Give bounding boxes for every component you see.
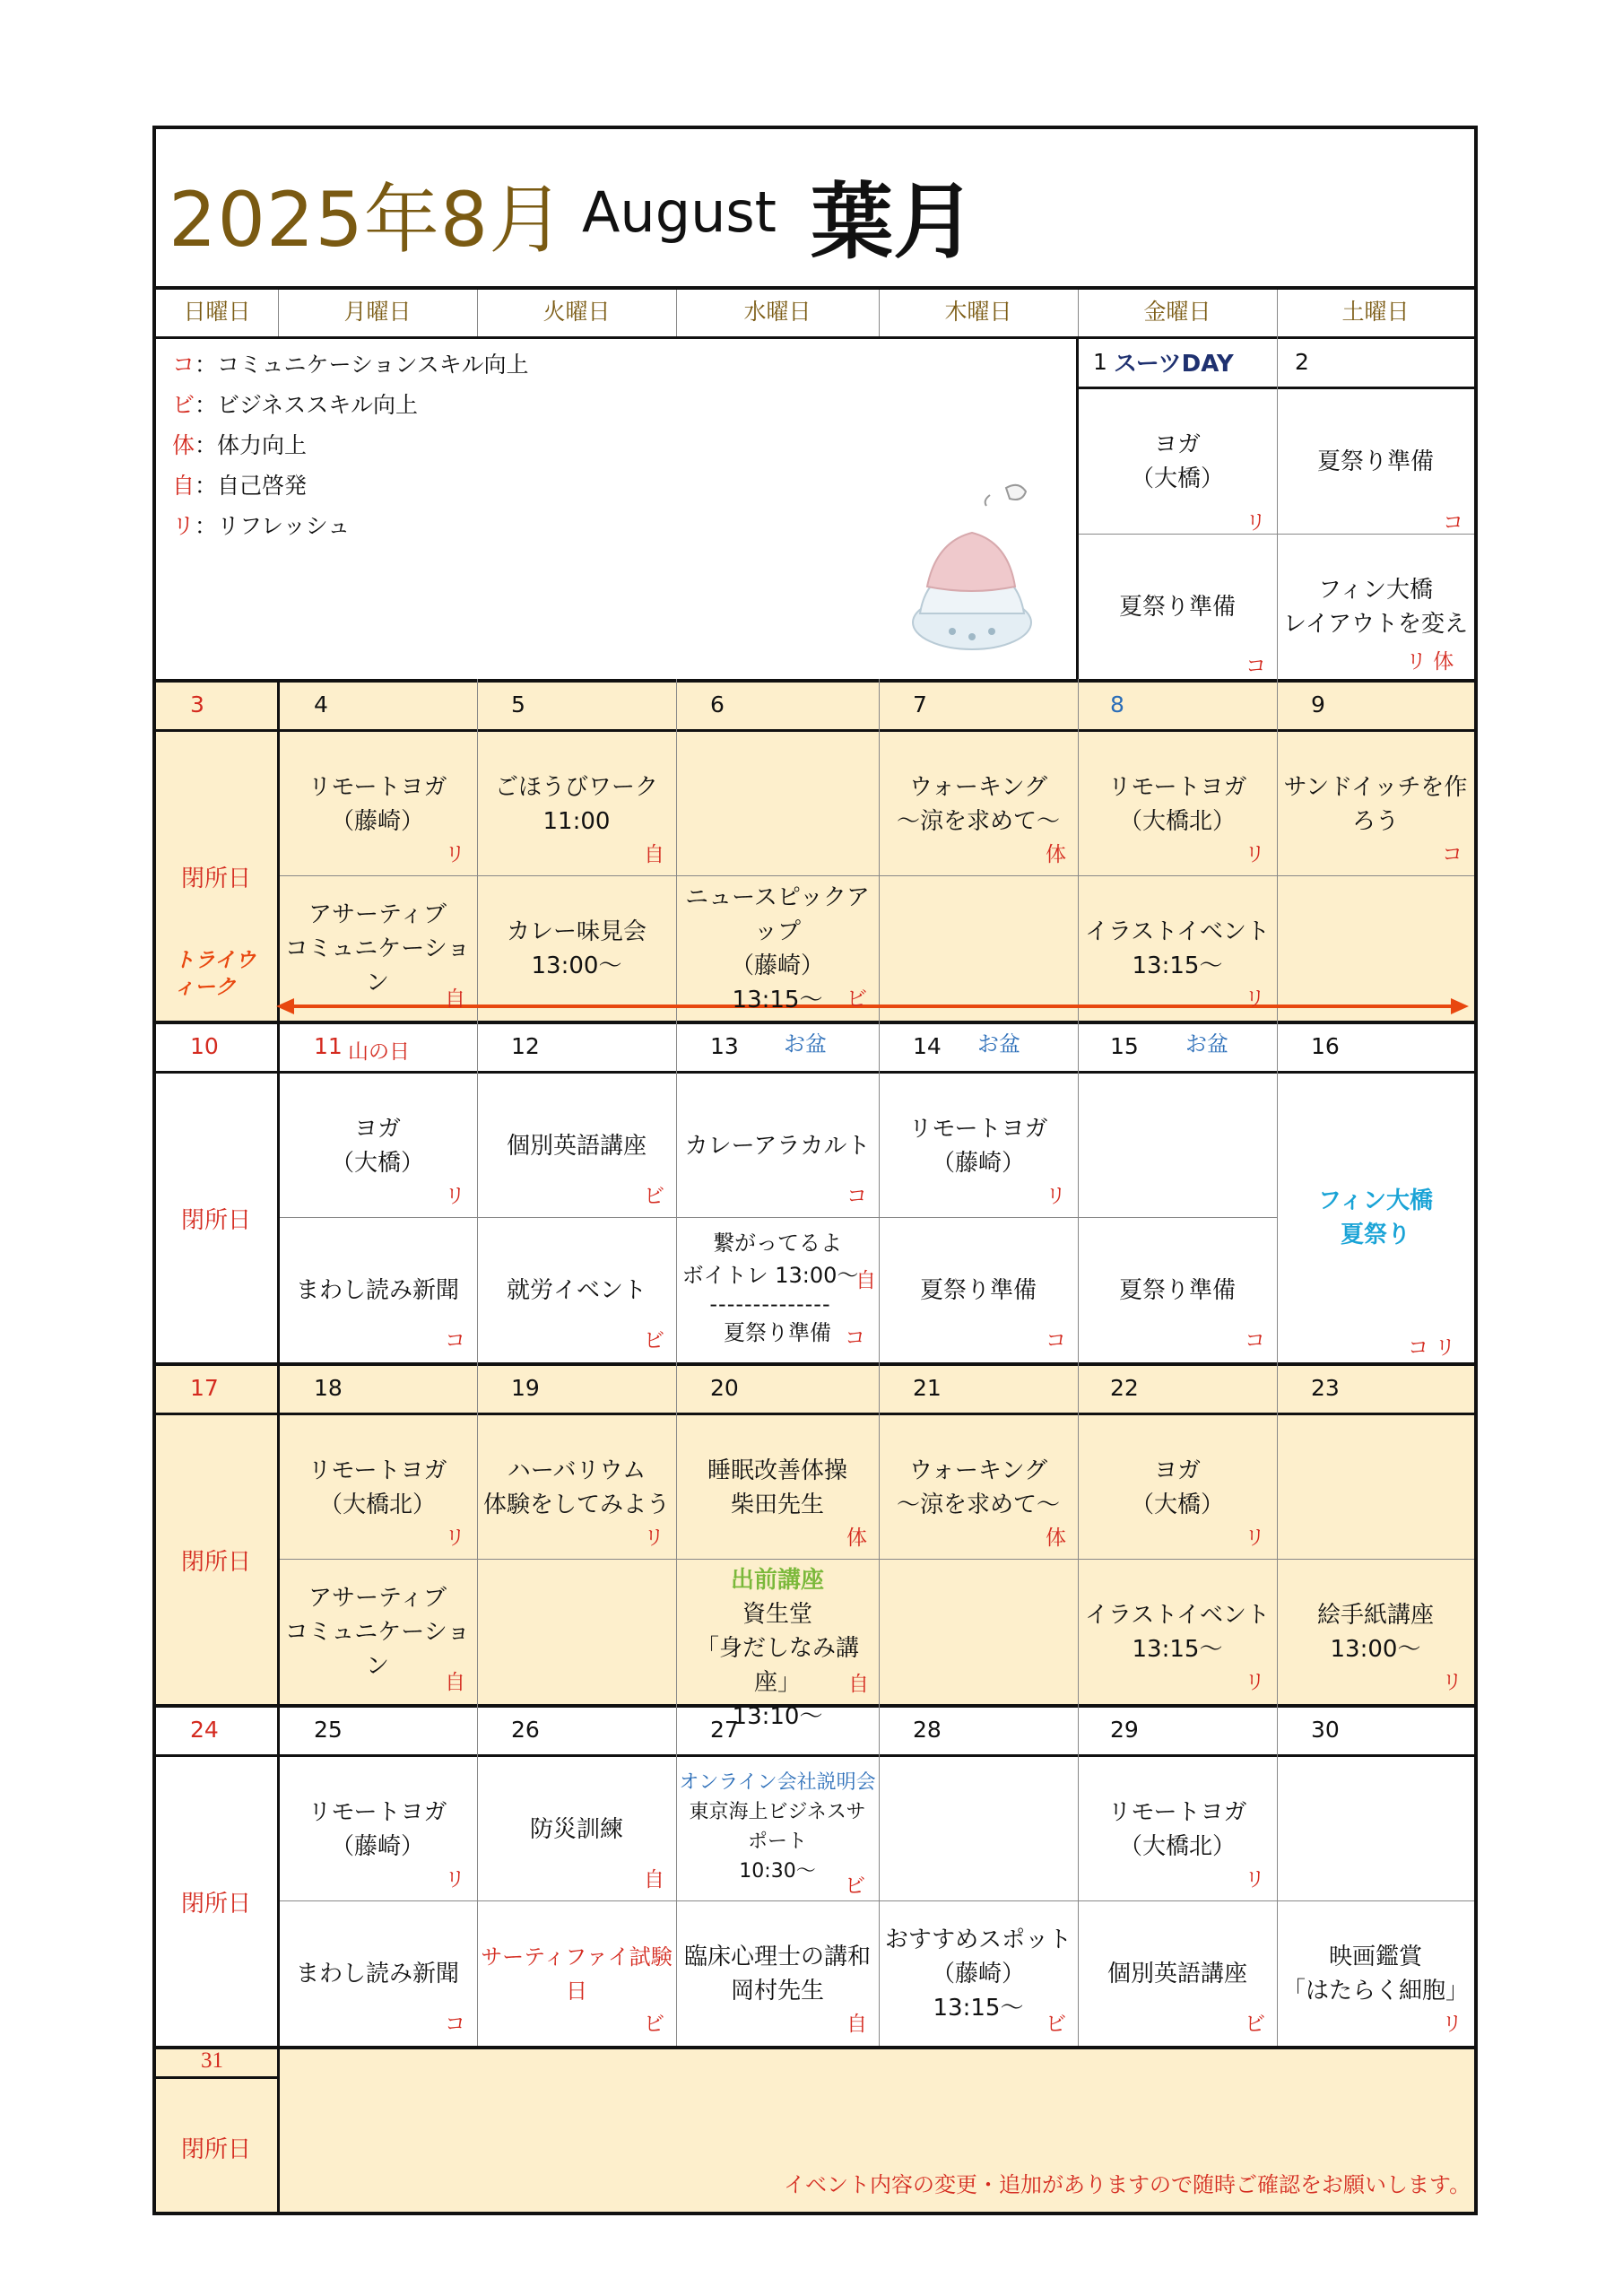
date-2: 2 [1295, 349, 1309, 375]
category-tag: コ [1046, 1329, 1066, 1352]
calendar [152, 126, 1478, 2215]
event-text: サーティファイ試験日 [481, 1944, 673, 2004]
category-tag: コ [1442, 843, 1462, 866]
event-text: アサーティブ コミュニケーション [284, 1584, 471, 1680]
category-tag: リ [1442, 2013, 1462, 2036]
category-tag: ビ [846, 987, 867, 1011]
category-tag: リ 体 [1406, 650, 1454, 674]
event-text: ハーバリウム 体験をしてみよう [482, 1457, 670, 1518]
date-1: 1 [1093, 349, 1107, 375]
event-text: ウォーキング ～涼を求めて～ [896, 1457, 1060, 1518]
category-tag: ビ [1046, 2013, 1066, 2036]
date-21: 21 [913, 1375, 942, 1401]
category-tag: コ [1245, 1329, 1265, 1352]
category-tag: コ [445, 1329, 465, 1352]
date-18: 18 [314, 1375, 343, 1401]
event-text: リモートヨガ （藤崎） [308, 773, 447, 835]
date-13: 13 [710, 1033, 739, 1059]
closed-label: 閉所日 [181, 1207, 252, 1234]
weekday-mon: 月曜日 [343, 299, 412, 325]
event-cell [477, 1560, 676, 1704]
event-text: リモートヨガ （藤崎） [308, 1798, 447, 1860]
event-text: カレー味見会 13:00～ [506, 918, 647, 979]
event-text: 東京海上ビジネスサ ポート 10:30～ [689, 1801, 866, 1883]
category-tag: リ [644, 1526, 664, 1550]
category-tag: リ [1442, 1671, 1462, 1694]
category-tag: 自 [848, 1673, 869, 1696]
event-cell [1277, 1074, 1474, 1362]
weekday-thu: 木曜日 [944, 299, 1012, 325]
event-text: ニュースピックアップ （藤崎） 13:15～ [685, 883, 870, 1013]
event-text: 夏祭り準備 [919, 1276, 1037, 1304]
event-text: サンドイッチを作ろう [1283, 773, 1468, 835]
event-cell [676, 1560, 879, 1704]
category-tag: リ [445, 1868, 465, 1892]
obon-label: お盆 [977, 1031, 1020, 1057]
suits-day-label: スーツDAY [1114, 351, 1234, 378]
event-text: 資生堂 「身だしなみ講座」 13:10～ [695, 1601, 859, 1730]
divider-text: -------------- [709, 1292, 831, 1317]
date-5: 5 [511, 691, 525, 718]
event-text: 睡眠改善体操 柴田先生 [707, 1457, 847, 1518]
legend-item: コ：コミュニケーションスキル向上 [172, 352, 529, 378]
date-20: 20 [710, 1375, 739, 1401]
date-4: 4 [314, 691, 328, 718]
event-text: まわし読み新聞 [295, 1276, 459, 1304]
category-tag: 自 [644, 843, 664, 866]
date-7: 7 [913, 691, 927, 718]
date-16: 16 [1311, 1033, 1340, 1059]
date-24: 24 [190, 1717, 219, 1743]
event-text: ヨガ （大橋） [1130, 1457, 1224, 1518]
event-cell [1277, 1415, 1474, 1560]
event-text: おすすめスポット （藤崎） 13:15～ [884, 1926, 1072, 2022]
event-text: ヨガ （大橋） [330, 1115, 424, 1177]
category-tag: リ [1046, 1185, 1066, 1208]
category-tag: リ [1245, 1868, 1265, 1892]
weekday-fri: 金曜日 [1143, 299, 1211, 325]
event-text: アサーティブ コミュニケーション [284, 900, 471, 996]
event-text: 絵手紙講座 13:00～ [1316, 1601, 1434, 1663]
category-tag: リ [1245, 1526, 1265, 1550]
event-text: ごほうびワーク 11:00 [494, 773, 658, 835]
date-28: 28 [913, 1717, 942, 1743]
category-tag: コ [1443, 511, 1463, 535]
weekday-tue: 火曜日 [542, 299, 611, 325]
category-tag: 体 [1046, 1526, 1066, 1550]
event-text: 夏祭り準備 [1316, 448, 1434, 475]
event-text: 映画鑑賞 「はたらく細胞」 [1281, 1943, 1469, 2005]
date-8: 8 [1110, 691, 1124, 718]
category-tag: ビ [644, 1329, 664, 1352]
event-heading: オンライン会社説明会 [679, 1771, 876, 1794]
date-11: 11 [314, 1033, 343, 1059]
date-14: 14 [913, 1033, 942, 1059]
category-tag: ビ [644, 1185, 664, 1208]
event-text: 防災訓練 [529, 1815, 623, 1843]
event-text: 夏祭り準備 [1118, 1276, 1236, 1304]
legend-item: ビ：ビジネススキル向上 [172, 392, 419, 418]
legend-item: 体：体力向上 [172, 432, 308, 458]
title-japanese-month: 葉月 [811, 174, 976, 270]
legend-item: 自：自己啓発 [172, 473, 308, 499]
category-tag: 体 [1046, 843, 1066, 866]
event-cell [879, 876, 1078, 1021]
closed-label: 閉所日 [181, 1891, 252, 1918]
event-text: ウォーキング ～涼を求めて～ [896, 773, 1060, 835]
legend-item: リ：リフレッシュ [172, 513, 351, 539]
event-text: ヨガ （大橋） [1130, 430, 1224, 492]
weekday-wed: 水曜日 [743, 299, 812, 325]
date-15: 15 [1110, 1033, 1139, 1059]
event-text: フィン大橋 レイアウトを変え [1283, 576, 1468, 638]
category-tag: リ [1245, 1671, 1265, 1694]
date-9: 9 [1311, 691, 1325, 718]
event-text: 就労イベント [506, 1276, 647, 1304]
event-text: リモートヨガ （大橋北） [1107, 773, 1247, 835]
closed-label: 閉所日 [181, 1549, 252, 1576]
date-27: 27 [710, 1717, 739, 1743]
category-tag: 自 [445, 1671, 465, 1694]
date-26: 26 [511, 1717, 540, 1743]
event-text: リモートヨガ （大橋北） [1107, 1798, 1247, 1860]
event-text: 個別英語講座 [506, 1132, 647, 1160]
category-tag: リ [1245, 511, 1266, 535]
event-cell [1277, 1757, 1474, 1901]
event-text: フィン大橋 夏祭り [1318, 1187, 1433, 1248]
event-cell [879, 1560, 1078, 1704]
event-cell [676, 1218, 879, 1362]
date-6: 6 [710, 691, 725, 718]
category-tag: リ [445, 1526, 465, 1550]
category-tag: リ [1245, 843, 1265, 866]
event-text: イラストイベント 13:15～ [1085, 918, 1270, 979]
tri-week-label: トライウィーク [174, 949, 256, 999]
event-text: 臨床心理士の講和 岡村先生 [683, 1943, 871, 2005]
title-english-month: August [582, 179, 777, 245]
category-tag: 体 [846, 1526, 867, 1550]
date-10: 10 [190, 1033, 219, 1059]
date-19: 19 [511, 1375, 540, 1401]
date-23: 23 [1311, 1375, 1340, 1401]
event-cell [879, 1757, 1078, 1901]
category-tag: 自 [846, 2013, 867, 2036]
weekday-sat: 土曜日 [1341, 299, 1410, 325]
date-17: 17 [190, 1375, 219, 1401]
title-year-month: 2025年8月 [169, 176, 566, 264]
event-text: リモートヨガ （藤崎） [908, 1115, 1048, 1177]
date-31: 31 [201, 2048, 223, 2073]
category-tag: ビ [845, 1874, 865, 1898]
event-cell [676, 1757, 879, 1901]
event-text: 個別英語講座 [1107, 1960, 1247, 1987]
event-text: カレーアラカルト [684, 1132, 871, 1160]
category-tag: リ [445, 843, 465, 866]
category-tag: コ [846, 1185, 867, 1208]
category-tag: コ [845, 1326, 865, 1350]
closed-label: 閉所日 [181, 865, 252, 892]
event-cell [676, 732, 879, 876]
date-30: 30 [1311, 1717, 1340, 1743]
closed-label: 閉所日 [181, 2136, 252, 2163]
category-tag: 自 [644, 1868, 664, 1892]
event-text: イラストイベント 13:15～ [1085, 1601, 1270, 1663]
category-tag: コ [445, 2013, 465, 2036]
event-cell [1078, 1074, 1277, 1218]
date-22: 22 [1110, 1375, 1139, 1401]
event-text: 夏祭り準備 [1118, 593, 1236, 621]
category-tag: ビ [644, 2013, 664, 2036]
date-29: 29 [1110, 1717, 1139, 1743]
event-heading: 出前講座 [730, 1567, 824, 1594]
weekday-sun: 日曜日 [183, 299, 251, 325]
event-text: まわし読み新聞 [295, 1960, 459, 1987]
date-25: 25 [314, 1717, 343, 1743]
event-cell [1277, 876, 1474, 1021]
category-tag: 自 [445, 987, 465, 1011]
category-tag: ビ [1245, 2013, 1265, 2036]
obon-label: お盆 [1185, 1031, 1228, 1057]
event-cell [477, 876, 676, 1021]
category-tag: コ [1245, 655, 1266, 678]
event-text: リモートヨガ （大橋北） [308, 1457, 447, 1518]
event-text: ボイトレ 13:00～ [681, 1263, 859, 1288]
obon-label: お盆 [784, 1031, 827, 1057]
date-12: 12 [511, 1033, 540, 1059]
notice-text: イベント内容の変更・追加がありますので随時ご確認をお願いします。 [784, 2172, 1471, 2197]
legend [172, 344, 529, 546]
category-tag: リ [1245, 987, 1265, 1011]
category-tag: コ リ [1408, 1336, 1456, 1360]
event-text: 繋がってるよ [713, 1231, 842, 1256]
date-3: 3 [190, 691, 204, 718]
shaved-ice-illustration [873, 470, 1053, 667]
category-tag: 自 [855, 1269, 876, 1292]
event-text: 夏祭り準備 [724, 1320, 831, 1345]
holiday-label: 山の日 [348, 1040, 410, 1064]
category-tag: リ [445, 1185, 465, 1208]
